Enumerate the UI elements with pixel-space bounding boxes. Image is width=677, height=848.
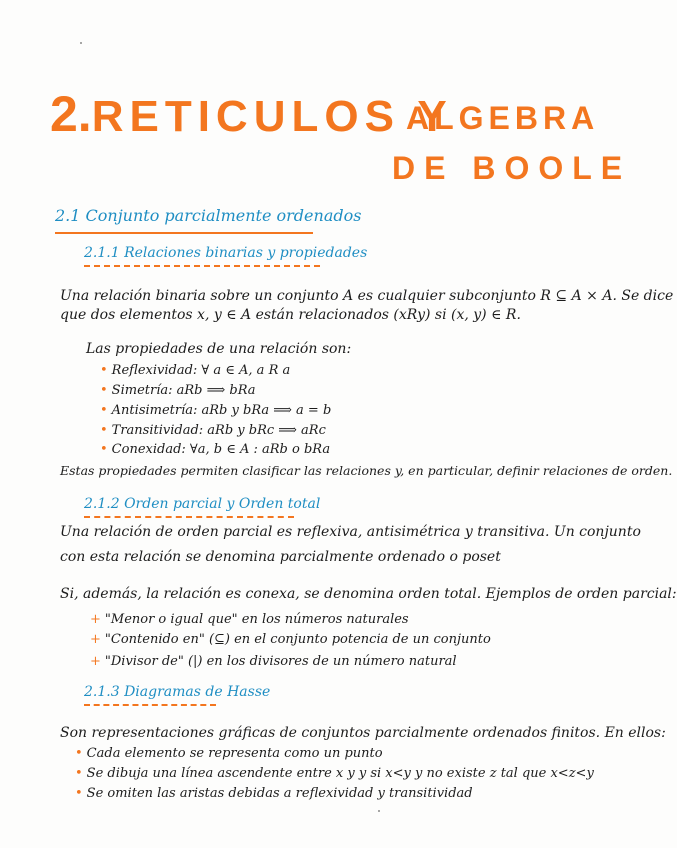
bullet-icon: + xyxy=(90,632,101,647)
list-item xyxy=(75,766,594,781)
list-item xyxy=(100,403,331,418)
bullet-icon: + xyxy=(90,654,101,669)
section-heading-underline xyxy=(55,232,313,234)
bullet-icon: • xyxy=(100,423,108,438)
list-item xyxy=(100,363,290,378)
title-line1: RETICULOS Y xyxy=(91,92,453,141)
list-item-text: Conexidad: ∀a, b ∈ A : aRb o bRa xyxy=(111,442,331,457)
bullet-icon: • xyxy=(100,383,108,398)
list-item-text: Simetría: aRb ⟹ bRa xyxy=(111,383,256,398)
bullet-icon: • xyxy=(100,363,108,378)
paragraph-line: Una relación de orden parcial es reflexiva, antisimétrica y transitiva. Un conjunto xyxy=(60,524,641,540)
list-item-text: Cada elemento se representa como un punto xyxy=(86,746,383,761)
list-item xyxy=(75,746,383,761)
list-item xyxy=(100,383,256,398)
stray-dot xyxy=(378,810,380,812)
list-item xyxy=(75,786,473,801)
subsection-heading-2: 2.1.2 Orden parcial y Orden total xyxy=(84,496,321,512)
subsection-heading-1: 2.1.1 Relaciones binarias y propiedades xyxy=(84,245,368,261)
subsection-heading-2-underline xyxy=(84,516,294,518)
paragraph-line: Estas propiedades permiten clasificar las relaciones y, en particular, definir relaciones de orden. xyxy=(60,463,673,478)
bullet-icon: • xyxy=(100,442,108,457)
paragraph-line: que dos elementos x, y ∈ A están relacionados (xRy) si (x, y) ∈ R. xyxy=(60,307,521,323)
subsection-heading-3-underline xyxy=(84,704,216,706)
page-title xyxy=(50,85,453,143)
title-line2: ALGEBRA xyxy=(406,100,600,136)
subsection-heading-3: 2.1.3 Diagramas de Hasse xyxy=(84,684,271,700)
properties-intro: Las propiedades de una relación son: xyxy=(86,341,352,357)
paragraph-line: con esta relación se denomina parcialmente ordenado o poset xyxy=(60,549,501,565)
bullet-icon: • xyxy=(100,403,108,418)
bullet-icon: • xyxy=(75,786,83,801)
list-item-text: Se dibuja una línea ascendente entre x y y si x<y y no existe z tal que x<z<y xyxy=(86,766,594,781)
section-heading: 2.1 Conjunto parcialmente ordenados xyxy=(55,206,362,225)
bullet-icon: • xyxy=(75,766,83,781)
subsection-heading-1-underline xyxy=(84,265,320,267)
title-number: 2. xyxy=(50,86,92,142)
stray-dot xyxy=(80,42,82,44)
list-item xyxy=(100,423,326,438)
bullet-icon: • xyxy=(75,746,83,761)
list-item xyxy=(100,442,330,457)
list-item-text: "Contenido en" (⊆) en el conjunto potencia de un conjunto xyxy=(104,632,491,647)
list-item-text: "Divisor de" (|) en los divisores de un número natural xyxy=(104,654,457,669)
paragraph-line: Una relación binaria sobre un conjunto A es cualquier subconjunto R ⊆ A × A. Se dice xyxy=(60,288,674,304)
paragraph-line: Si, además, la relación es conexa, se denomina orden total. Ejemplos de orden parcial: xyxy=(60,586,677,602)
list-item-text: Se omiten las aristas debidas a reflexividad y transitividad xyxy=(86,786,473,801)
list-item-text: "Menor o igual que" en los números naturales xyxy=(104,612,409,627)
list-item xyxy=(90,632,491,647)
paragraph-line: Son representaciones gráficas de conjuntos parcialmente ordenados finitos. En ellos: xyxy=(60,725,666,741)
bullet-icon: + xyxy=(90,612,101,627)
list-item-text: Antisimetría: aRb y bRa ⟹ a = b xyxy=(111,403,332,418)
list-item-text: Transitividad: aRb y bRc ⟹ aRc xyxy=(111,423,326,438)
list-item-text: Reflexividad: ∀ a ∈ A, a R a xyxy=(111,363,291,378)
list-item xyxy=(90,654,457,669)
title-line3: DE BOOLE xyxy=(392,150,632,186)
list-item xyxy=(90,612,409,627)
